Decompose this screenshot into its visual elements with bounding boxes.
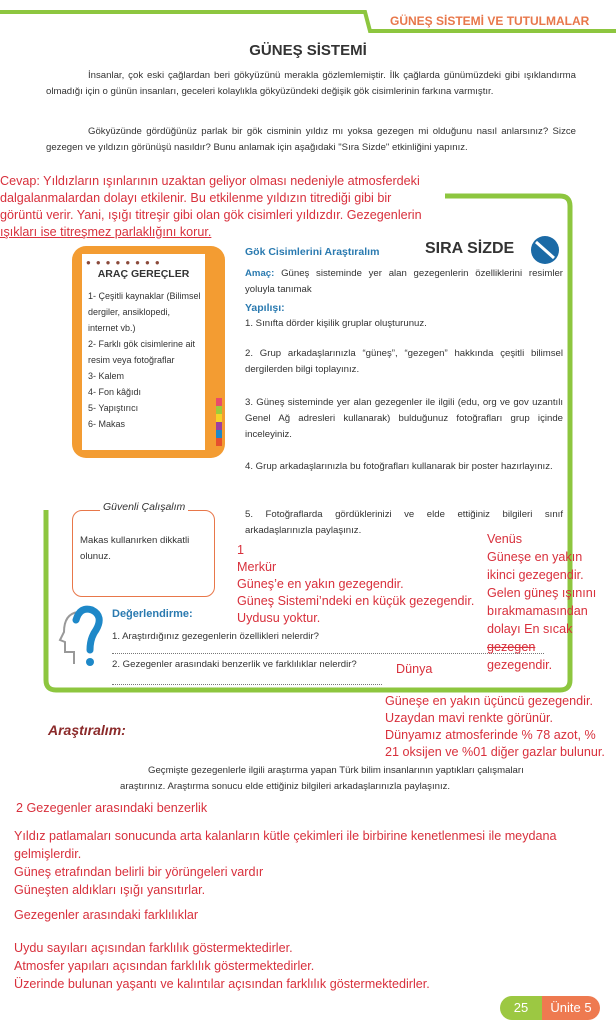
question: 1. Araştırdığınız gezegenlerin özellikleri nelerdir? xyxy=(112,631,319,642)
sira-sizde-badge: SIRA SİZDE xyxy=(425,240,515,257)
activity-heading: Gök Cisimlerini Araştıralım xyxy=(245,246,380,258)
page-number: 25 xyxy=(500,996,542,1020)
unit-label: Ünite 5 xyxy=(542,996,600,1020)
research-title: Araştıralım: xyxy=(48,722,126,738)
aim xyxy=(245,266,563,298)
answer-line-text: ışıkları ise titreşmez parlaklığını korur. xyxy=(0,225,212,239)
answer-line[interactable] xyxy=(112,684,382,685)
answer-line-text: görüntü verir. Yani, ışığı titreşir gibi olan gök cisimleri yıldızdır. Gezegenlerin xyxy=(0,208,422,222)
page-number-badge xyxy=(500,996,600,1020)
material-item: 2- Farklı gök cisimlerine ait resim veya fotoğraflar xyxy=(88,339,196,365)
intro-paragraph-1: İnsanlar, çok eski çağlardan beri gökyüzünü merakla gözlemlemiştir. İlk çağlarda günümüzdeki gibi ışıklandırma olmadığı için o günün insanları, geceleri kolaylıkla gökyüzündeki değişik gök cisimlerinin farkına varmıştır. xyxy=(46,70,576,97)
step: 4. Grup arkadaşlarınızla bu fotoğrafları kullanarak bir poster hazırlayınız. xyxy=(245,461,553,472)
step: 3. Güneş sisteminde yer alan gezegenler ile ilgili (edu, org ve gov uzantılı Genel Ağ adresleri kullanarak) bulduğunuz fotoğrafları grup içinde inceleyiniz. xyxy=(245,397,563,440)
similarities-title: 2 Gezegenler arasındaki benzerlik xyxy=(16,801,208,815)
steps-label: Yapılışı: xyxy=(245,302,285,314)
answer-line[interactable] xyxy=(112,653,544,654)
section-title: GÜNEŞ SİSTEMİ VE TUTULMALAR xyxy=(390,14,590,28)
materials-notebook xyxy=(72,246,225,458)
aim-label: Amaç: xyxy=(245,268,275,279)
dunya-title: Dünya xyxy=(396,662,433,676)
step: 2. Grup arkadaşlarınızla “güneş”, “gezegen” hakkında çeşitli bilimsel dergilerden bilgi toplayınız. xyxy=(245,348,563,375)
material-item: 6- Makas xyxy=(88,419,126,429)
question: 2. Gezegenler arasındaki benzerlik ve farklılıklar nelerdir? xyxy=(112,659,357,670)
color-tabs xyxy=(216,398,222,446)
material-item: 3- Kalem xyxy=(88,371,125,381)
venus-note: Venüs Güneşe en yakın ikinci gezegendir. Gelen güneş ışınını bırakmamasından dolayı En sıcak gezegen gezegendir. xyxy=(487,532,597,672)
answer-line-text: dalgalanmalardan dolayı etkilenir. Bu etkilenme yıldızın titrediği gibi bir xyxy=(0,191,392,205)
evaluation-title: Değerlendirme: xyxy=(112,608,193,620)
materials-list xyxy=(88,288,202,432)
similarities-list: Yıldız patlamaları sonucunda arta kalanların kütle çekimleri ile birbirine kenetlenmesi ile meydana gelmişlerdir. Güneş etrafından belirli bir yörüngeleri vardır Güneşten aldıkları ışığı yansıtırlar. xyxy=(14,829,557,897)
differences-list: Uydu sayıları açısından farklılık göstermektedirler. Atmosfer yapıları açısından farklılık göstermektedirler. Üzerinde bulunan yaşantı ve kalıntılar açısından farklılık göstermektedirler. xyxy=(14,941,430,991)
differences-title: Gezegenler arasındaki farklılıklar xyxy=(14,908,199,922)
answer-intro xyxy=(0,173,422,241)
material-item: 1- Çeşitli kaynaklar (Bilimsel dergiler, ansiklopedi, internet vb.) xyxy=(88,291,201,333)
merkur-note: 1 Merkür Güneş’e en yakın gezegendir. Güneş Sistemi’ndeki en küçük gezegendir. Uydusu yoktur. xyxy=(237,543,475,625)
intro-paragraph-2: Gökyüzünde gördüğünüz parlak bir gök cisminin yıldız mı yoksa gezegen mi olduğunu nasıl anlarsınız? Sizce gezegen ve yıldızın görünüşü nasıldır? Bunu anlamak için aşağıdaki "Sıra Sizde" etkinliğini yapınız. xyxy=(46,126,576,153)
safety-title: Güvenli Çalışalım xyxy=(100,501,188,513)
binder-rings: ●●●●●●●● xyxy=(86,258,165,267)
safety-text: Makas kullanırken dikkatli olunuz. xyxy=(80,535,190,562)
question-head-icon xyxy=(56,602,106,672)
aim-text: Güneş sisteminde yer alan gezegenlerin özelliklerini resimler yoluyla tanımak xyxy=(245,268,563,295)
dunya-note: Güneşe en yakın üçüncü gezegendir. Uzaydan mavi renkte görünür. Dünyamız atmosferinde % 78 azot, % 21 oksijen ve %01 diğer gazlar bulunur. xyxy=(385,694,605,759)
research-text: Geçmişte gezegenlerle ilgili araştırma yapan Türk bilim insanlarının yaptıkları çalışmaları araştırınız. Araştırma sonucu elde ettiğiniz bilgileri arkadaşlarınızla paylaşınız. xyxy=(120,765,524,792)
material-item: 4- Fon kâğıdı xyxy=(88,387,142,397)
step: 1. Sınıfta dörder kişilik gruplar oluşturunuz. xyxy=(245,318,427,329)
materials-title: ARAÇ GEREÇLER xyxy=(97,268,190,280)
page-title: GÜNEŞ SİSTEMİ xyxy=(249,42,367,59)
material-item: 5- Yapıştırıcı xyxy=(88,403,139,413)
step: 5. Fotoğraflarda gördüklerinizi ve elde ettiğiniz bilgileri sınıf arkadaşlarınızla paylaşınız. xyxy=(245,509,563,536)
answer-line-text: Cevap: Yıldızların ışınlarının uzaktan geliyor olması nedeniyle atmosferdeki xyxy=(0,174,420,188)
